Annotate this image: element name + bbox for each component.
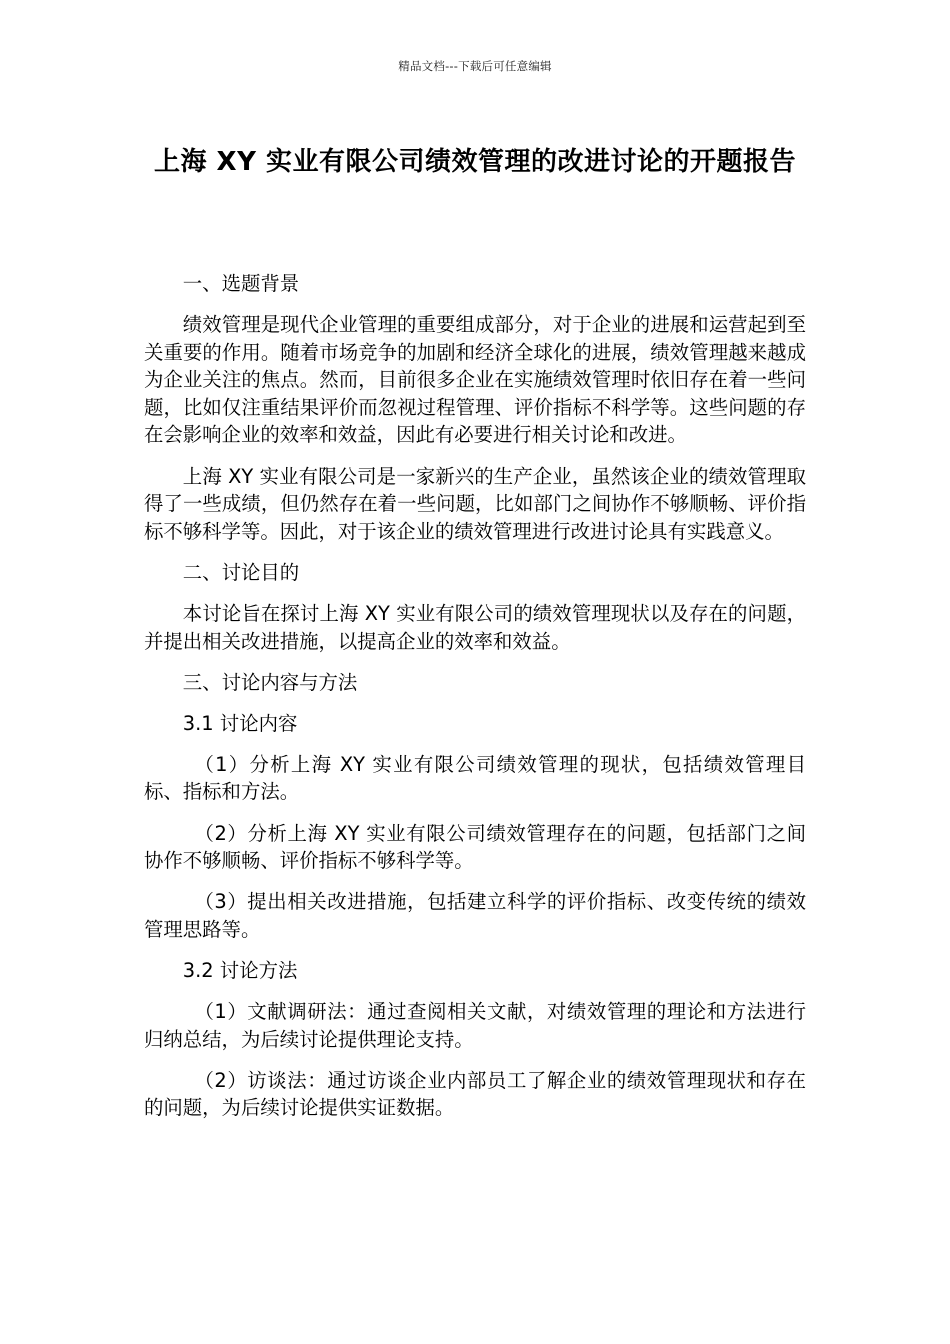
header-note: 精品文档---下载后可任意编辑 [398, 59, 552, 73]
content-item-3: （3）提出相关改进措施，包括建立科学的评价指标、改变传统的绩效管理思路等。 [144, 890, 806, 941]
subsection-heading-method: 3.2 讨论方法 [182, 958, 298, 982]
method-item-1: （1）文献调研法：通过查阅相关文献，对绩效管理的理论和方法进行归纳总结，为后续讨论提供理论支持。 [144, 999, 806, 1051]
method-item-2: （2）访谈法：通过访谈企业内部员工了解企业的绩效管理现状和存在的问题，为后续讨论提供实证数据。 [144, 1068, 806, 1120]
subsection-heading-content: 3.1 讨论内容 [182, 711, 298, 735]
paragraph-background-1: 绩效管理是现代企业管理的重要组成部分，对于企业的进展和运营起到至关重要的作用。随着市场竞争的加剧和经济全球化的进展，绩效管理越来越成为企业关注的焦点。然而，目前很多企业在实施绩效管理时依旧存在着一些问题，比如仅注重结果评价而忽视过程管理、评价指标不科学等。这些问题的存在会影响企业的效率和效益，因此有必要进行相关讨论和改进。 [144, 313, 806, 447]
section-heading-content-method: 三、讨论内容与方法 [182, 670, 358, 694]
document-title: 上海 XY 实业有限公司绩效管理的改进讨论的开题报告 [154, 147, 796, 177]
content-item-2: （2）分析上海 XY 实业有限公司绩效管理存在的问题，包括部门之间协作不够顺畅、评价指标不够科学等。 [144, 821, 806, 873]
document-body [144, 270, 806, 1135]
section-heading-background: 一、选题背景 [182, 272, 300, 295]
paragraph-background-2: 上海 XY 实业有限公司是一家新兴的生产企业，虽然该企业的绩效管理取得了一些成绩，但仍然存在着一些问题，比如部门之间协作不够顺畅、评价指标不够科学等。因此，对于该企业的绩效管理进行改进讨论具有实践意义。 [144, 464, 806, 543]
section-heading-purpose: 二、讨论目的 [182, 560, 300, 584]
content-item-1: （1）分析上海 XY 实业有限公司绩效管理的现状，包括绩效管理目标、指标和方法。 [144, 752, 806, 804]
paragraph-purpose: 本讨论旨在探讨上海 XY 实业有限公司的绩效管理现状以及存在的问题，并提出相关改进措施，以提高企业的效率和效益。 [144, 601, 806, 653]
